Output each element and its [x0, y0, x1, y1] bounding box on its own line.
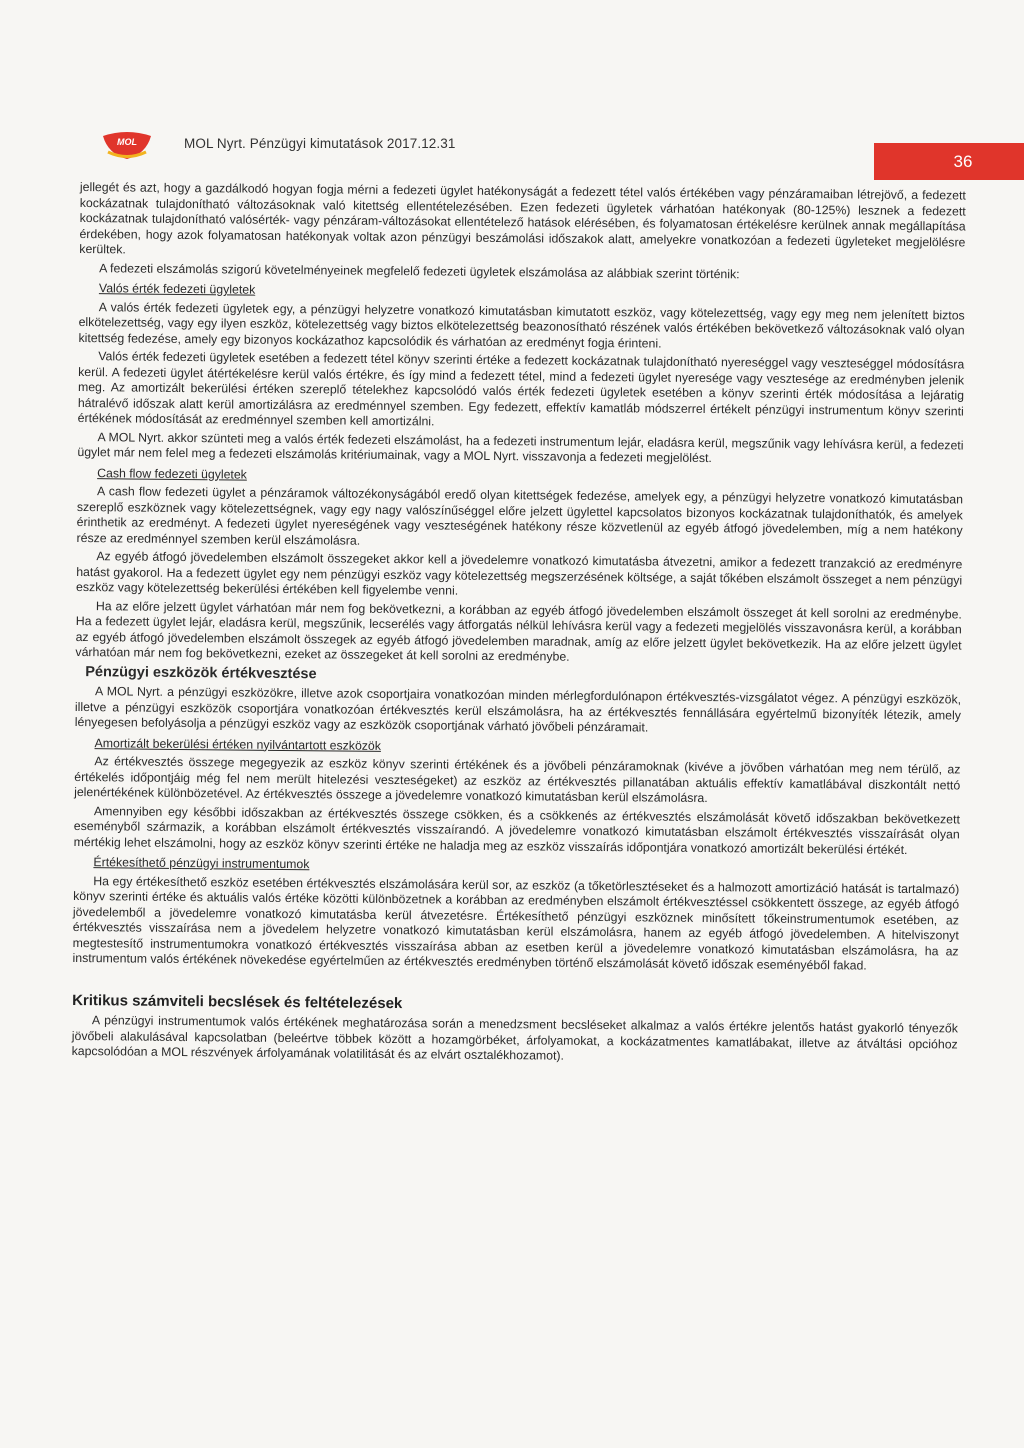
page-header-title: MOL Nyrt. Pénzügyi kimutatások 2017.12.31 — [184, 136, 456, 151]
paragraph: A MOL Nyrt. a pénzügyi eszközökre, illetve azok csoportjaira vonatkozóan minden mérlegfordulónapon értékvesztés-vizsgálatot végez. A pénzügyi eszközök, illetve a pénzügyi eszközök csoportjára vonatkozóan értékvesztés kerül elszámolásra, ha az értékvesztés fennállására egyértelmű bizonyíték létezik, amely lényegesen befolyásolja a pénzügyi eszköz vagy az eszközök csoportjának várható jövőbeli pénzáramait. — [74, 684, 962, 735]
paragraph: Ha egy értékesíthető eszköz esetében értékvesztés elszámolására kerül sor, az eszköz (a tőketörlesztéseket és a halmozott amortizáció hatását is tartalmazó) könyv szerinti értéke és aktuális valós értéke közötti különbözetnek a korábban az eredményben elszámolt értékvesztéssel csökkentett összege, az egyéb átfogó jövedelemből a jövedelemre vonatkozó kimutatásba kerül átvezetésre. Értékesíthető pénzügyi eszköznek minősített tőkeinstrumentumok esetében, az értékvesztés visszaírása nem a jövedelem helyzetre vonatkozó kimutatásban kerül elszámolásra, hanem az egyéb átfogó jövedelemben. A hitelviszonyt megtestesítő instrumentumokra vonatkozó értékvesztés visszaírása abban az esetben kerül a jövedelemre vonatkozó kimutatásban elszámolásra, ha az instrumentum valós értékének növekedése egyértelműen az értékvesztés eredményben történő elszámolását követő időszak eseményéből fakad. — [72, 873, 960, 973]
subheading-fair-value-hedges: Valós érték fedezeti ügyletek — [98, 281, 256, 297]
subheading-amortized-cost-assets: Amortizált bekerülési értéken nyilvántartott eszközök — [94, 735, 382, 753]
paragraph: A valós érték fedezeti ügyletek egy, a pénzügyi helyzetre vonatkozó kimutatásban kimutatott eszköz, vagy kötelezettség, vagy egy meg nem jelenített biztos elkötelezettség, vagy egy ilyen eszköz, kötelezettség vagy biztos elkötelezettség beazonosítható részének valós értékében bekövetkező változásoknak való olyan kitettség fedezése, amely egy bizonyos kockázathoz kapcsolódik és várhatóan az eredményt fogja érinteni. — [78, 299, 965, 351]
document-body — [72, 180, 966, 1071]
heading-impairment: Pénzügyi eszközök értékvesztése — [85, 663, 317, 682]
paragraph: A cash flow fedezeti ügylet a pénzáramok változékonyságából eredő olyan kitettségek fedezése, amelyek egy, a pénzügyi helyzetre vonatkozó kimutatásban szereplő eszköznek vagy kötelezettségnek, vagy egy nagy valószínűséggel előre jelzett ügylettel kapcsolatos bizonyos kockázatnak tulajdoníthatók, és amelyek érinthetik az eredményt. A fedezeti ügylet nyereségének vagy veszteségének hatékony része közvetlenül az egyéb átfogó jövedelemben, míg a nem hatékony része az eredménnyel szemben kerül elszámolásra. — [76, 484, 964, 548]
paragraph: Amennyiben egy későbbi időszakban az értékvesztés összege csökken, és a csökkenés az értékvesztés elszámolását követő időszakban bekövetkezett eseményből származik, a korábban elszámolt értékvesztés visszaírandó. A jövedelemre vonatkozó kimutatásban elszámolt értékvesztés visszaírását olyan mértékig lehet elszámolni, hogy az eszköz könyv szerinti értéke ne haladja meg az eszköz visszaírás időpontjára vonatkozó amortizált bekerülési értékét. — [73, 803, 960, 857]
paragraph: A pénzügyi instrumentumok valós értékének meghatározása során a menedzsment becsléseket alkalmaz a valós értékre jelentős hatást gyakorló tényezők jövőbeli alakulásával kapcsolatban (beleértve többek között a hozamgörbéket, árfolyamokat, a kockázatmentes kamatlábakat, illetve az átváltási opcióhoz kapcsolódóan a MOL részvények árfolyamának volatilitását és az elvárt osztalékhozamot). — [71, 1013, 958, 1063]
paragraph: Valós érték fedezeti ügyletek esetében a fedezett tétel könyv szerinti értéke a fedezett kockázatnak tulajdonítható nyereséggel vagy veszteséggel módosításra kerül. A fedezeti ügylet átértékelésre kerül valós értékre, és így mind a fedezett tétel, mind a fedezeti ügylet nyeresége vagy vesztesége az eredményben jelenik meg. Az amortizált bekerülési értéken szereplő tételekhez kapcsolódó valós érték fedezeti ügyletek esetében a könyv szerinti érték módosítása a lejáratig hátralévő időszak alatt kerül amortizálásra az eredménnyel szemben. Egy fedezett, effektív kamatláb módszerrel értékelt pénzügyi instrumentum könyv szerinti értékének módosítását az eredménnyel szemben kell amortizálni. — [77, 349, 965, 429]
page-number: 36 — [953, 151, 973, 171]
subheading-cash-flow-hedges: Cash flow fedezeti ügyletek — [97, 465, 247, 482]
paragraph: Az értékvesztés összege megegyezik az eszköz könyv szerinti értékének és a jövőbeli pénzáramoknak (kivéve a jövőben várhatóan meg nem térülő, az értékelés időpontjáig még fel nem merült hitelezési veszteségeket) az eszköz az értékvesztés pillanatában aktuális effektív kamatlábával diszkontált nettó jelenértékének különbözetével. Az értékvesztés összege a jövedelemre vonatkozó kimutatásban kerül elszámolásra. — [74, 754, 961, 806]
logo-text: MOL — [117, 137, 137, 147]
paragraph: A fedezeti elszámolás szigorú követelményeinek megfelelő fedezeti ügyletek elszámolása az alábbiak szerint történik: — [99, 260, 740, 281]
paragraph: A MOL Nyrt. akkor szünteti meg a valós érték fedezeti elszámolást, ha a fedezeti instrumentum lejár, eladásra kerül, megszűnik vagy lehívásra kerül, a fedezeti ügylet már nem felel meg a fedezeti elszámolás kritériumainak, vagy a MOL Nyrt. visszavonja a fedezeti megjelölést. — [77, 429, 964, 466]
paragraph: jellegét és azt, hogy a gazdálkodó hogyan fogja mérni a fedezeti ügylet hatékonyságát a fedezett tétel valós értékében vagy pénzáramaiban létrejövő, a fedezett kockázatnak tulajdonítható változásoknak való kitettség ellentételezésében. Ezen fedezeti ügyletek várhatóan hatékonyak (80-125%) lesznek a fedezett kockázatnak tulajdonítható valósérték- vagy pénzáram-változásokat ellentételező hatások elérésében, és folyamatosan értékelésre kerülnek annak megállapítása érdekében, hogy azok folyamatosan hatékonyak voltak azon pénzügyi beszámolási időszakok alatt, amelyekre vonatkozóan a fedezeti ügyleteket megjelölésre kerültek. — [79, 180, 966, 257]
page-number-tab — [874, 143, 1024, 180]
subheading-available-for-sale: Értékesíthető pénzügyi instrumentumok — [93, 855, 310, 872]
paragraph: Ha az előre jelzett ügylet várhatóan már nem fog bekövetkezni, a korábban az egyéb átfogó jövedelemben elszámolt összeget át kell sorolni az eredménybe. Ha a fedezett ügylet lejár, eladásra kerül, megszűnik, lecserélés vagy átforgatás nélkül lehívásra kerül vagy a fedezeti megjelölés visszavonásra kerül, a korábban az egyéb átfogó jövedelemben elszámolt összegek az egyéb átfogó jövedelemben maradnak, amíg az előre jelzett ügylet bekövetkezik. Ha az előre jelzett ügylet várhatóan már nem fog bekövetkezni, ezeket az összegeket át kell sorolni az eredménybe. — [75, 598, 962, 664]
heading-critical-estimates: Kritikus számviteli becslések és feltételezések — [72, 991, 403, 1012]
paragraph: Az egyéb átfogó jövedelemben elszámolt összegeket akkor kell a jövedelemre vonatkozó kimutatásba átvezetni, amikor a fedezett tranzakció az eredményre hatást gyakorol. Ha a fedezett ügylet egy nem pénzügyi eszköz vagy kötelezettség megszerzésének költsége, a saját tőkében elszámolt összeget a nem pénzügyi eszköz vagy kötelezettség bekerülési értékében kell figyelembe venni. — [76, 549, 963, 598]
mol-logo — [100, 130, 154, 160]
